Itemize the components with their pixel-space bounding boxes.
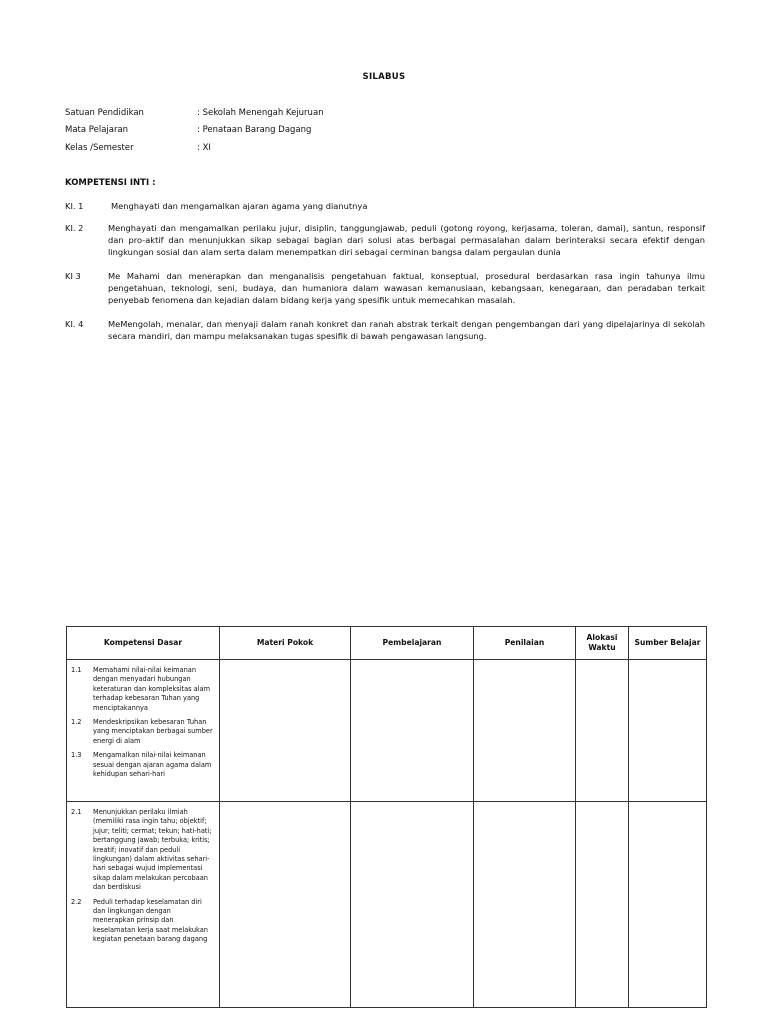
- meta-label: Satuan Pendidikan: [65, 108, 144, 118]
- kd-item: [67, 808, 219, 893]
- kd-text: Menunjukkan perilaku ilmiah (memiliki rasa ingin tahu; objektif; jujur; teliti; cermat; tekun; hati-hati; bertanggung jawab; terbuka; kritis; kreatif; inovatif dan peduli lingkungan) dalam aktivitas sehari-hari sebagai wujud implementasi sikap dalam melakukan percobaan dan berdiskusi: [93, 808, 212, 892]
- sumber-belajar-cell: [629, 802, 707, 1008]
- alokasi-waktu-cell: [576, 660, 629, 802]
- penilaian-cell: [474, 802, 576, 1008]
- ki-number: KI. 4: [65, 319, 84, 329]
- table-row: [67, 660, 707, 802]
- ki-number: KI. 2: [65, 223, 84, 233]
- kd-text: Memahami nilai-nilai keimanan dengan menyadari hubungan keteraturan dan kompleksitas alam terhadap kebesaran Tuhan yang menciptakannya: [93, 666, 211, 712]
- header-sumber-belajar: Sumber Belajar: [629, 627, 707, 660]
- meta-value: : XI: [197, 143, 211, 153]
- table-row: [67, 802, 707, 1008]
- table-header-row: [67, 627, 707, 660]
- materi-pokok-cell: [220, 802, 351, 1008]
- header-materi-pokok: Materi Pokok: [220, 627, 351, 660]
- kompetensi-dasar-cell: [67, 660, 220, 802]
- meta-label: Mata Pelajaran: [65, 125, 129, 135]
- ki-item-1: [65, 201, 705, 213]
- meta-label: Kelas /Semester: [65, 143, 134, 153]
- header-alokasi-waktu: Alokasi Waktu: [576, 627, 629, 660]
- kd-number: 2.2: [71, 897, 82, 906]
- meta-value: : Penataan Barang Dagang: [197, 125, 312, 135]
- kd-item: [67, 751, 219, 779]
- sumber-belajar-cell: [629, 660, 707, 802]
- meta-value: : Sekolah Menengah Kejuruan: [197, 108, 324, 118]
- kd-number: 2.1: [71, 808, 82, 816]
- ki-item-3: [65, 271, 705, 306]
- pembelajaran-cell: [351, 802, 474, 1008]
- kd-text: Mengamalkan nilai-nilai keimanan sesuai dengan ajaran agama dalam kehidupan sehari-hari: [93, 751, 212, 779]
- silabus-table: [66, 626, 707, 1008]
- kd-text: Mendeskripsikan kebesaran Tuhan yang menciptakan berbagai sumber energi di alam: [93, 718, 213, 745]
- document-title: SILABUS: [362, 72, 406, 82]
- kd-number: 1.2: [71, 718, 82, 727]
- header-pembelajaran: Pembelajaran: [351, 627, 474, 660]
- ki-number: KI. 1: [65, 201, 84, 211]
- header-penilaian: Penilaian: [474, 627, 576, 660]
- kd-number: 1.3: [71, 751, 82, 760]
- header-kompetensi-dasar: Kompetensi Dasar: [67, 627, 220, 660]
- ki-text: Menghayati dan mengamalkan perilaku jujur, disiplin, tanggungjawab, peduli (gotong royong, kerjasama, toleran, damai), santun, responsif dan pro-aktif dan menunjukkan sikap sebagai bagian dari solusi atas berbagai permasalahan dalam berinteraksi secara efektif dengan lingkungan sosial dan alam serta dalam menempatkan diri sebagai cerminan bangsa dalam pergaulan dunia: [108, 223, 705, 257]
- kd-number: 1.1: [71, 666, 82, 674]
- ki-number: KI 3: [65, 271, 81, 281]
- ki-item-2: [65, 223, 705, 258]
- materi-pokok-cell: [220, 660, 351, 802]
- ki-text: MeMengolah, menalar, dan menyaji dalam ranah konkret dan ranah abstrak terkait dengan pengembangan dari yang dipelajarinya di sekolah secara mandiri, dan mampu melaksanakan tugas spesifik di bawah pengawasan langsung.: [108, 319, 705, 341]
- ki-text: Menghayati dan mengamalkan ajaran agama yang dianutnya: [111, 201, 368, 211]
- kd-item: [67, 666, 219, 713]
- kd-text: Peduli terhadap keselamatan diri dan lingkungan dengan menerapkan prinsip dan keselamatan kerja saat melakukan kegiatan penetaan barang dagang: [93, 897, 208, 944]
- alokasi-waktu-cell: [576, 802, 629, 1008]
- kompetensi-inti-heading: KOMPETENSI INTI :: [65, 178, 156, 188]
- kd-item: [67, 898, 219, 945]
- ki-text: Me Mahami dan menerapkan dan menganalisis pengetahuan faktual, konseptual, prosedural berdasarkan rasa ingin tahunya ilmu pengetahuan, teknologi, seni, budaya, dan humaniora dalam wawasan kemanusiaan, kebangsaan, kenegaraan, dan peradaban terkait penyebab fenomena dan kejadian dalam bidang kerja yang spesifik untuk memecahkan masalah.: [108, 271, 705, 305]
- penilaian-cell: [474, 660, 576, 802]
- kompetensi-dasar-cell: [67, 802, 220, 1008]
- pembelajaran-cell: [351, 660, 474, 802]
- ki-item-4: [65, 319, 705, 343]
- kd-item: [67, 718, 219, 746]
